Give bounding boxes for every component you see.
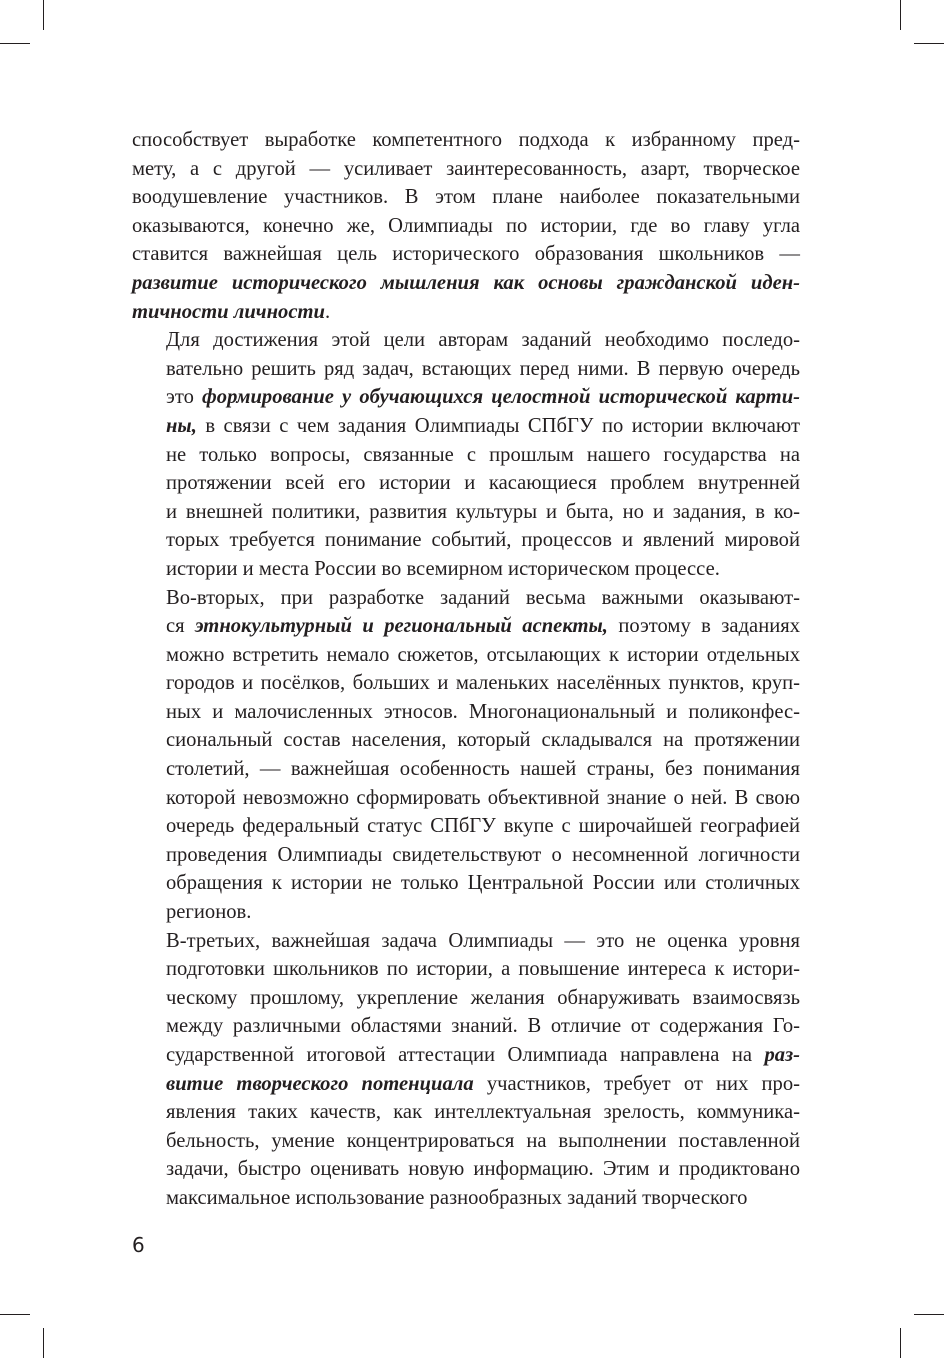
text-line xyxy=(132,927,800,956)
text-run: не только вопросы, связанные с прошлым нашего государства на xyxy=(166,443,800,466)
text-line xyxy=(132,269,800,298)
text-line xyxy=(132,326,800,355)
text-run: участников, требует от них про- xyxy=(473,1072,801,1095)
text-line xyxy=(132,784,800,813)
text-run: вательно решить ряд задач, встающих перед ними. В первую очередь xyxy=(166,357,800,380)
text-line xyxy=(132,984,800,1013)
text-run: и внешней политики, развития культуры и быта, но и задания, в ко- xyxy=(166,500,800,523)
paragraph xyxy=(132,927,800,1213)
text-run: воодушевление участников. В этом плане наиболее показательными xyxy=(132,186,800,209)
text-run: сиональный состав населения, который складывался на протяжении xyxy=(166,729,800,752)
text-run: истории и места России во всемирном историческом процессе. xyxy=(166,557,720,580)
text-run: задачи, быстро оценивать новую информацию. Этим и продиктовано xyxy=(166,1158,800,1181)
text-run: ставится важнейшая цель исторического образования школьников — xyxy=(132,243,800,266)
emphasized-phrase: формирование у обучающихся целостной исторической карти- xyxy=(202,386,800,409)
text-line xyxy=(132,955,800,984)
crop-mark-bottom-left-h xyxy=(0,1314,30,1315)
text-run: в связи с чем задания Олимпиады СПбГУ по истории включают xyxy=(196,414,800,437)
text-line xyxy=(132,212,800,241)
text-run: Для достижения этой цели авторам заданий необходимо последо- xyxy=(166,329,800,352)
text-run: оказываются, конечно же, Олимпиады по истории, где во главу угла xyxy=(132,214,800,237)
text-line xyxy=(132,126,800,155)
text-run: сударственной итоговой аттестации Олимпиада направлена на xyxy=(166,1044,765,1066)
paragraph xyxy=(132,326,800,583)
page-number: 6 xyxy=(132,1233,145,1257)
text-run: проведения Олимпиады свидетельствуют о несомненной логичности xyxy=(166,843,800,866)
text-run: способствует выработке компетентного подхода к избранному пред- xyxy=(132,129,800,151)
text-run: мету, а с другой — усиливает заинтересованность, азарт, творческое xyxy=(132,157,800,180)
emphasized-phrase: витие творческого потенциала xyxy=(166,1072,474,1095)
text-line xyxy=(132,584,800,613)
text-run: максимальное использование разнообразных заданий творческого xyxy=(166,1186,748,1209)
text-line xyxy=(132,898,800,927)
text-line xyxy=(132,1155,800,1184)
text-line xyxy=(132,726,800,755)
body-text xyxy=(132,126,800,1213)
text-run: городов и посёлков, больших и маленьких населённых пунктов, круп- xyxy=(166,672,800,695)
paragraph xyxy=(132,126,800,326)
text-run: поэтому в заданиях xyxy=(607,615,801,638)
text-run: явления таких качеств, как интеллектуальная зрелость, коммуника- xyxy=(166,1101,800,1124)
crop-mark-bottom-right-v xyxy=(900,1328,901,1358)
text-line xyxy=(132,698,800,727)
emphasized-phrase: тичности личности xyxy=(132,300,325,323)
text-run: подготовки школьников по истории, а повышение интереса к истори- xyxy=(166,958,800,981)
text-run: обращения к истории не только Центральной России или столичных xyxy=(166,872,800,895)
crop-mark-top-left-h xyxy=(0,43,30,44)
text-line xyxy=(132,555,800,584)
text-run: ся xyxy=(166,615,196,638)
text-line xyxy=(132,183,800,212)
text-run: . xyxy=(324,300,331,323)
crop-mark-bottom-left-v xyxy=(43,1328,44,1358)
text-line xyxy=(132,1070,800,1099)
text-line xyxy=(132,383,800,412)
text-line xyxy=(132,1012,800,1041)
text-run: Во-вторых, при разработке заданий весьма важными оказывают- xyxy=(166,586,800,609)
text-line xyxy=(132,298,800,327)
text-line xyxy=(132,612,800,641)
emphasized-phrase: ны, xyxy=(166,414,197,437)
paragraph xyxy=(132,584,800,927)
text-line xyxy=(132,469,800,498)
text-line xyxy=(132,755,800,784)
text-run: регионов. xyxy=(166,901,252,924)
text-line xyxy=(132,869,800,898)
text-line xyxy=(132,1184,800,1213)
text-line xyxy=(132,441,800,470)
text-line xyxy=(132,841,800,870)
text-line xyxy=(132,355,800,384)
text-line xyxy=(132,240,800,269)
crop-mark-top-right-h xyxy=(914,43,944,44)
text-run: ческому прошлому, укрепление желания обнаруживать взаимосвязь xyxy=(166,986,800,1009)
text-run: между различными областями знаний. В отличие от содержания Го- xyxy=(166,1015,800,1038)
emphasized-phrase: этнокультурный и региональный аспекты, xyxy=(195,615,608,638)
crop-mark-bottom-right-h xyxy=(914,1314,944,1315)
text-run: можно встретить немало сюжетов, отсылающих к истории отдельных xyxy=(166,643,800,666)
text-run: торых требуется понимание событий, процессов и явлений мировой xyxy=(166,529,800,552)
text-run: ных и малочисленных этносов. Многонациональный и поликонфес- xyxy=(166,700,800,723)
text-line xyxy=(132,498,800,527)
text-line xyxy=(132,1098,800,1127)
text-line xyxy=(132,641,800,670)
emphasized-phrase: раз- xyxy=(764,1044,800,1066)
crop-mark-top-right-v xyxy=(900,0,901,30)
crop-mark-top-left-v xyxy=(43,0,44,30)
text-run: столетий, — важнейшая особенность нашей страны, без понимания xyxy=(166,758,800,781)
emphasized-phrase: развитие исторического мышления как основы гражданской иден- xyxy=(132,271,800,294)
text-line xyxy=(132,526,800,555)
text-run: протяжении всей его истории и касающиеся проблем внутренней xyxy=(166,472,800,495)
text-run: очередь федеральный статус СПбГУ вкупе с широчайшей географией xyxy=(166,815,800,838)
text-line xyxy=(132,669,800,698)
text-line xyxy=(132,1127,800,1156)
text-line xyxy=(132,812,800,841)
text-run: которой невозможно сформировать объективной знание о ней. В свою xyxy=(166,786,800,809)
text-run: В-третьих, важнейшая задача Олимпиады — это не оценка уровня xyxy=(166,929,800,952)
text-run: бельность, умение концентрироваться на выполнении поставленной xyxy=(166,1129,800,1152)
text-run: это xyxy=(166,386,203,409)
text-line xyxy=(132,412,800,441)
text-line xyxy=(132,155,800,184)
text-line xyxy=(132,1041,800,1070)
